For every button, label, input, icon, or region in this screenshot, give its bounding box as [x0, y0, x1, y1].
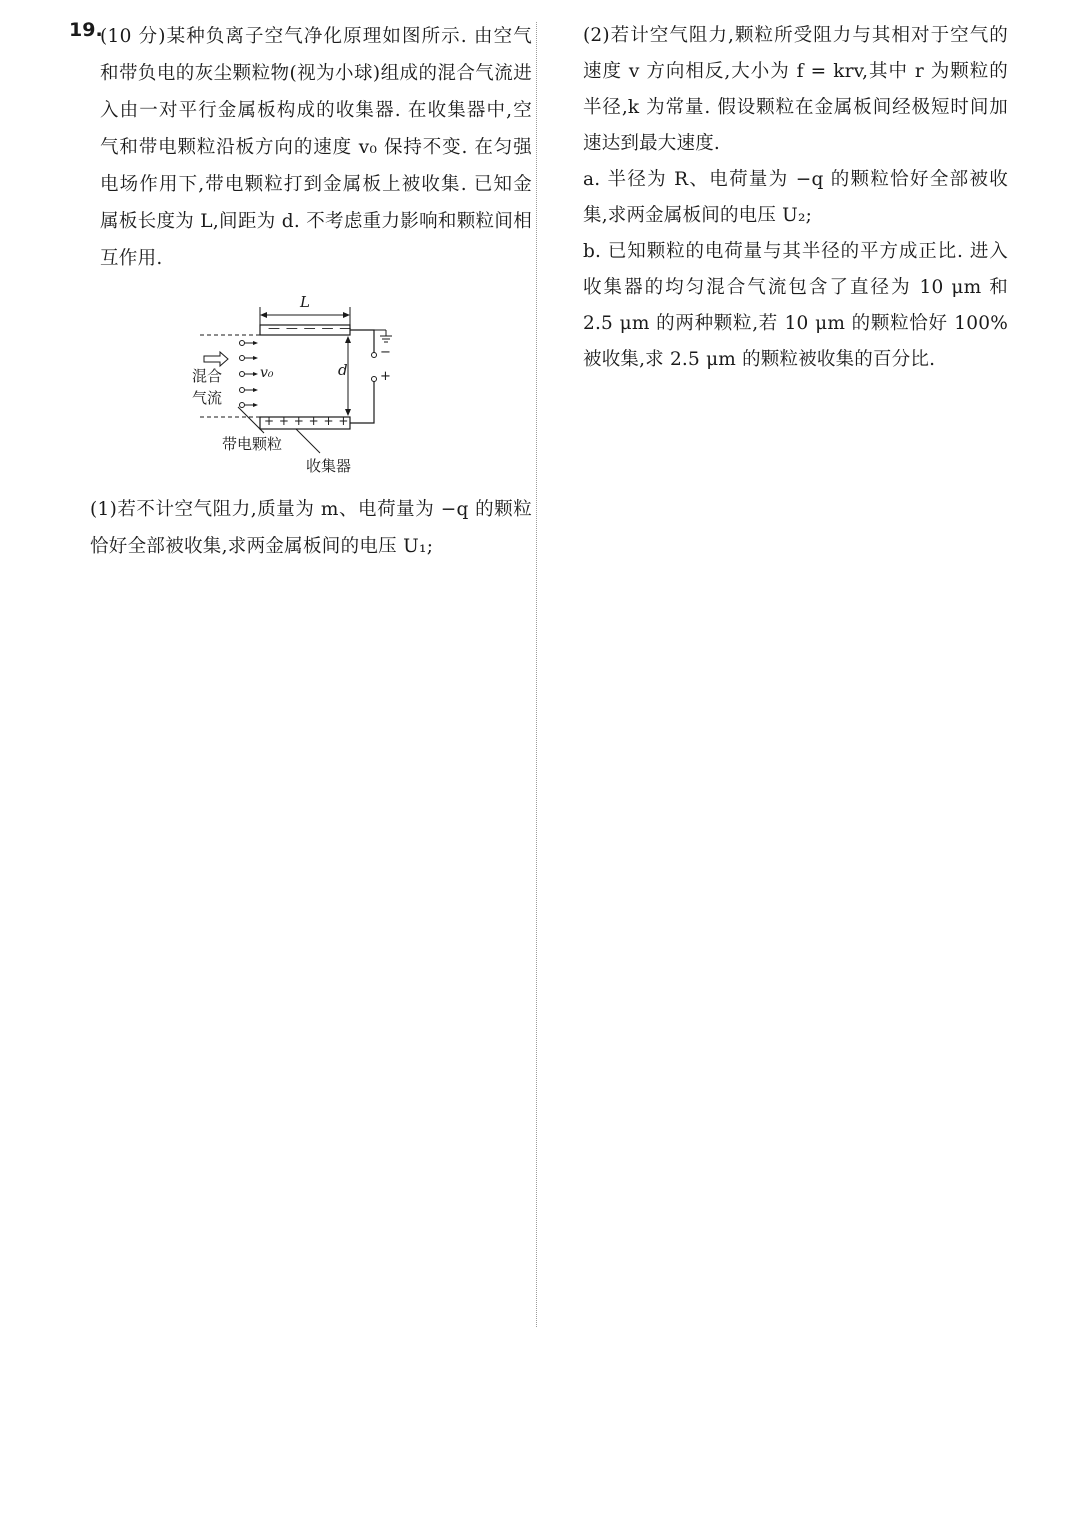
particles [240, 341, 259, 408]
part-2-intro: (2)若计空气阻力,颗粒所受阻力与其相对于空气的速度 v 方向相反,大小为 f = krv,其中 r 为颗粒的半径,k 为常量. 假设颗粒在金属板间经极短时间加速达到最大速度. [583, 25, 1008, 154]
question-number: 19. [69, 19, 103, 41]
part-2a: a. 半径为 R、电荷量为 −q 的颗粒恰好全部被收集,求两金属板间的电压 U₂; [583, 169, 1008, 226]
label-v0: v₀ [260, 365, 274, 381]
label-charged-particle: 带电颗粒 [222, 435, 283, 453]
wire-top [350, 330, 374, 353]
bottom-plate-signs: + + + + + + [264, 414, 349, 428]
label-plus: + [380, 369, 391, 384]
label-L: L [300, 293, 310, 311]
label-minus: − [380, 345, 391, 360]
collector-diagram [192, 293, 418, 485]
flow-arrow [204, 352, 228, 366]
dim-arrow-up [345, 336, 351, 343]
part-2b: b. 已知颗粒的电荷量与其半径的平方成正比. 进入收集器的均匀混合气流包含了直径为 10 μm 和 2.5 μm 的两种颗粒,若 10 μm 的颗粒恰好 100% 被收集,求 2.5 μm 的颗粒被收集的百分比. [583, 241, 1008, 370]
terminal-plus [372, 377, 377, 382]
label-mixed-1: 混合 [192, 367, 223, 385]
column-divider [536, 22, 537, 1327]
top-plate-signs: — — — — — [268, 321, 353, 335]
ground-icon [374, 330, 392, 342]
right-column [583, 18, 1008, 378]
label-d: d [338, 361, 348, 379]
part-1: (1)若不计空气阻力,质量为 m、电荷量为 −q 的颗粒恰好全部被收集,求两金属板间的电压 U₁; [90, 499, 532, 557]
dim-arrow-left [260, 312, 267, 318]
terminal-minus [372, 353, 377, 358]
label-mixed-2: 气流 [192, 389, 223, 407]
question-intro: (10 分)某种负离子空气净化原理如图所示. 由空气和带负电的灰尘颗粒物(视为小球)组成的混合气流进入由一对平行金属板构成的收集器. 在收集器中,空气和带电颗粒沿板方向的速度 v₀ 保持不变. 在匀强电场作用下,带电颗粒打到金属板上被收集. 已知金属板长度为 L,间距为 d. 不考虑重力影响和颗粒间相互作用. [100, 26, 532, 269]
left-column [70, 18, 532, 565]
dim-arrow-right [343, 312, 350, 318]
wire-bottom [350, 381, 374, 423]
leader-collector [296, 429, 320, 453]
label-collector: 收集器 [306, 457, 352, 475]
